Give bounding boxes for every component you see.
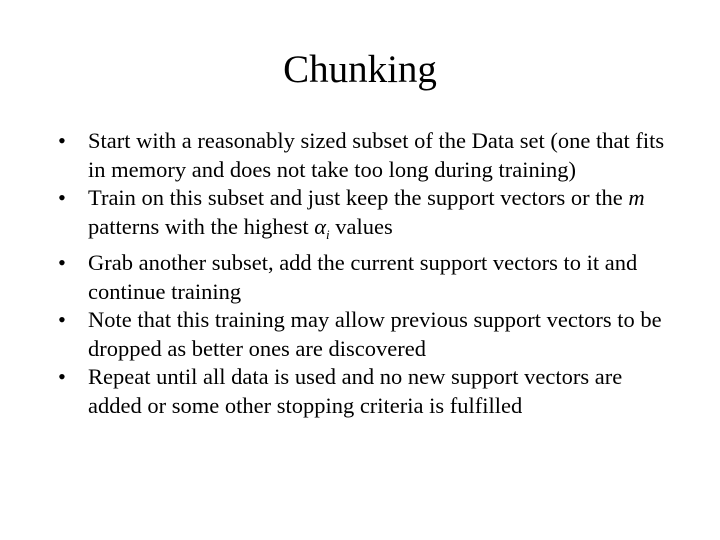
slide-title: Chunking [283, 48, 437, 91]
alpha-symbol: α [314, 213, 327, 239]
bullet-text: Start with a reasonably sized subset of the Data set (one that fits in memory and does not take too long during training) [88, 128, 665, 182]
bullet-text-prefix: Train on this subset and just keep the support vectors or the [88, 185, 629, 210]
bullet-dot-icon: • [58, 250, 66, 275]
bullet-text-middle: patterns with the highest [88, 213, 315, 239]
bullet-item-start-subset [56, 127, 676, 184]
bullet-dot-icon: • [58, 128, 66, 153]
bullet-item-repeat [56, 363, 676, 420]
bullet-dot-icon: • [58, 307, 66, 332]
bullet-text: Grab another subset, add the current support vectors to it and continue training [88, 250, 638, 304]
bullet-item-note-dropped [56, 306, 676, 363]
bullet-text-suffix: values [329, 213, 393, 239]
alpha-subscript: i [326, 226, 330, 242]
bullet-item-train-subset [56, 184, 676, 249]
bullet-text: Note that this training may allow previous support vectors to be dropped as better ones are discovered [88, 307, 662, 361]
bullet-dot-icon: • [58, 185, 66, 210]
bullet-dot-icon: • [58, 364, 66, 389]
bullet-item-grab-subset [56, 249, 676, 306]
variable-m: m [628, 185, 645, 210]
bullet-list [56, 127, 676, 420]
bullet-text: Repeat until all data is used and no new support vectors are added or some other stopping criteria is fulfilled [88, 364, 623, 418]
